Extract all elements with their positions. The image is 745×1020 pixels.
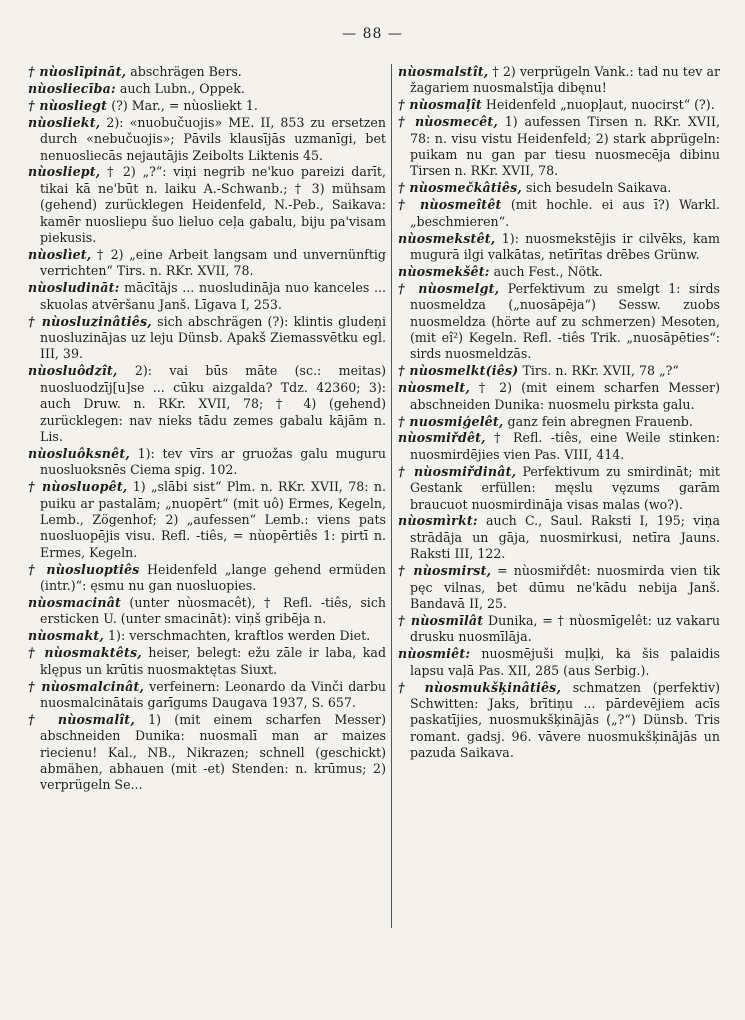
dictionary-entry [28,628,386,644]
dictionary-entry [398,114,720,180]
entry-headword: † nùosmukšķinâtiês, [398,679,562,695]
entry-text: mācītājs ... nuosludināja nuo kanceles ... skuolas atvēršanu Janš. Līgava I, 253. [40,280,386,312]
entry-headword: † nùosmeîtêt [398,197,502,213]
entry-text: verfeinern: Leonardo da Vinči darbu nuosmalcinātais garīgums Daugava 1937, S. 657. [40,678,387,710]
dictionary-entry [28,81,386,97]
entry-text: (mit hochle. ei aus ī?) Warkl. „beschmieren“. [410,197,720,229]
entry-headword: nùosludināt: [28,280,120,296]
entry-text: heiser, belegt: ežu zāle ir laba, kad klępus un krūtis nuosmaktętas Siuxt. [40,645,387,677]
entry-headword: † nùosmalcinât, [28,678,145,694]
entry-text: schmatzen (perfektiv) Schwitten: Jaks, brītiņu ... pārdevējiem acīs paskatījies, nuosmukšķinājās („?“) Dünsb. Tris romant. gadsj. 96. vāvere nuosmukšķinājās un pazuda Saikava. [410,679,720,761]
entry-headword: nùosluôksnêt, [28,445,130,461]
dictionary-entry [28,98,386,114]
entry-text: Heidenfeld „nuopļaut, nuocirst“ (?). [481,97,715,113]
dictionary-entry [398,513,720,562]
entry-headword: nùosmakt, [28,628,105,644]
entry-headword: nùosmiêt: [398,646,471,662]
dictionary-entry [398,64,720,97]
dictionary-entry [398,680,720,762]
entry-text: † 2) „?“: viņi negrib ne'kuo pareizi darīt, tikai kā ne'būt n. laiku A.-Schwanb.; † 3) mühsam (gehend) zurücklegen Heidenfeld, N.-Peb., Saikava: kamēr nuosliepu šuo lieluo ceļa gabalu, biju pa'visam piekusis. [40,164,386,246]
entry-headword: † nùosmelkt(iês) [398,363,519,379]
entry-text: 2): vai būs māte (sc.: meitas) nuosluodzīj[u]se ... cūku aizgalda? Tdz. 42360; 3): auch Druw. n. RKr. XVII, 78; † 4) (gehend) zurücklegen: nav nieks tādu zemes gabalu kājām n. Lis. [40,363,386,444]
dictionary-entry [398,197,720,230]
entry-text: nuosmējuši muļķi, ka šis palaidis lapsu vaļā Pas. XII, 285 (aus Serbig.). [410,646,720,678]
entry-headword: † nùosmalît, [28,711,135,727]
entry-text: sich abschrägen (?): klintis gludeņi nuosluzinājas uz leju Dünsb. Apakš Ziemassvētku egl. III, 39. [40,313,386,362]
dictionary-entry [28,247,386,280]
dictionary-entry [398,563,720,612]
entry-text: ganz fein abregnen Frauenb. [503,413,693,429]
entry-text: (?) Mar., = nùosliekt 1. [107,97,258,113]
entry-headword: † nùosmelgt, [398,280,500,296]
entry-headword: † nùosmecêt, [398,114,498,130]
dictionary-entry [28,115,386,164]
entry-text: 2): «nuobučuojis» ME. II, 853 zu ersetzen durch «nebučuojis»; Pāvils klausījās uzmanīgi, bet nenuosliecās nejautājis Zeibolts Liktenis 45. [40,114,386,163]
dictionary-entry [398,180,720,196]
entry-headword: † nùosmečkâtiês, [398,180,522,196]
dictionary-entry [28,679,386,712]
dictionary-entry [398,414,720,430]
dictionary-entry [398,464,720,513]
entry-headword: nùosliekt, [28,114,101,130]
entry-headword: nùosmekšêt: [398,263,490,279]
dictionary-entry [398,97,720,113]
entry-headword: † nùosmiřdinât, [398,463,517,479]
dictionary-entry [398,264,720,280]
dictionary-entry [28,645,386,678]
dictionary-entry [28,280,386,313]
dictionary-entry [28,363,386,445]
entry-headword: nùosmiřdêt, [398,430,486,446]
entry-text: (unter nùosmacêt), † Refl. -tiês, sich ersticken U. (unter smacināt): viņš gribēja n. [40,595,386,627]
entry-headword: † nuosmiģelêt, [398,413,504,429]
dictionary-entry [28,164,386,246]
entry-text: 1) „slābi sist“ Plm. n. RKr. XVII, 78: n. puiku ar pastalām; „nuopērt“ (mit uô) Ermes, Kegeln, Lemb., Zögenhof; 2) „aufessen“ Lemb.: viens pats nuosluopējis visu. Refl. -tiês, = nùopērtiês 1: pirtī n. Ermes, Kegeln. [40,479,386,560]
entry-headword: † nùosliegt [28,97,108,113]
entry-headword: nùosmelt, [398,380,470,396]
entry-text: auch Lubn., Oppek. [115,80,245,96]
entry-headword: nùosluôdzît, [28,363,118,379]
entry-text: Perfektivum zu smirdināt; mit Gestank erfüllen: męslu vęzums garām braucuot nuosmirdināja visas malas (wo?). [410,463,720,512]
entry-text: 1): nuosmekstējis ir cilvēks, kam mugurā ilgi valkātas, netīrītas drēbes Grünw. [410,230,720,262]
entry-headword: † nùosmirst, [398,563,492,579]
entry-headword: † nùoslīpināt, [28,64,127,79]
dictionary-entry [28,712,386,794]
dictionary-entry [398,430,720,463]
entry-headword: † nùosluoptiês [28,561,140,577]
entry-text: = nùosmiřdêt: nuosmirda vien tik pęc vilnas, bet dūmu ne'kādu nebija Janš. Bandavā II, 25. [410,563,720,611]
entry-headword: nùosmacinât [28,595,122,610]
entry-headword: nùosmalstît, [398,64,489,79]
entry-text: † 2) „eine Arbeit langsam und unvernünftig verrichten“ Tirs. n. RKr. XVII, 78. [40,246,386,279]
entry-text: 1): verschmachten, kraftlos werden Diet. [104,628,371,644]
entry-headword: † nùosmaļît [398,97,482,113]
dictionary-entry [28,562,386,595]
dictionary-entry [398,231,720,264]
entry-headword: † nùosmaktêts, [28,645,142,661]
entry-headword: nùoslìet, [28,246,92,262]
entry-text: auch Fest., Nötk. [489,263,603,279]
entry-text: auch C., Saul. Raksti I, 195; viņa strādāja un gāja, nuosmirkusi, netīra Jauns. Raksti III, 122. [410,513,720,562]
dictionary-entry [28,479,386,561]
entry-text: 1) (mit einem scharfen Messer) abschneiden Dunika: nuosmalī man ar maizes riecienu! Kal., NB., Nikrazen; schnell (geschickt) abmähen, abhauen (mit -et) Stenden: n. krūmus; 2) verprügeln Se... [40,711,386,793]
dictionary-entry [28,595,386,628]
dictionary-entry [398,281,720,363]
entry-text: abschrägen Bers. [126,64,242,79]
entry-text: Dunika, = † nùosmīgelêt: uz vakaru drusku nuosmīlāja. [410,612,720,645]
entry-headword: nùosliecība: [28,80,116,96]
page-number: — 88 — [342,26,403,42]
entry-text: Perfektivum zu smelgt 1: sirds nuosmeldza („nuosāpēja“) Sessw. zuobs nuosmeldza (hörte auf zu schmerzen) Mesoten, (mit eî²) Kegeln. Refl. -tiês Trik. „nuosāpēties“: sirds nuosmeldzās. [410,280,720,362]
entry-headword: † nùosluopêt, [28,479,128,495]
entry-text: 1): tev vīrs ar gruožas galu muguru nuosluoksnēs Ciema spig. 102. [40,445,386,478]
entry-headword: nùosmekstêt, [398,230,496,246]
dictionary-entry [398,613,720,646]
entry-text: † Refl. -tiês, eine Weile stinken: nuosmirdējies vien Pas. VIII, 414. [410,430,720,462]
dictionary-entry [28,64,386,80]
entry-text: † 2) verprügeln Vank.: tad nu tev ar žagariem nuosmalstīja dibęnu! [410,64,720,96]
entry-headword: † nùosluzinâtiês, [28,313,152,329]
entry-text: 1) aufessen Tirsen n. RKr. XVII, 78: n. visu vistu Heidenfeld; 2) stark abprügeln: puikam nu gan par tiesu nuosmecēja dibinu Tirsen n. RKr. XVII, 78. [410,114,720,179]
right-column [398,64,720,762]
dictionary-entry [28,314,386,363]
entry-headword: † nùosmīlât [398,612,484,628]
entry-headword: nùosliept, [28,164,101,180]
dictionary-entry [398,363,720,379]
entry-text: Heidenfeld „lange gehend ermüden (intr.)“: ęsmu nu gan nuosluopies. [40,561,386,594]
dictionary-entry [398,646,720,679]
left-column [28,64,386,794]
entry-text: sich besudeln Saikava. [521,180,672,196]
column-divider [391,64,392,928]
entry-text: Tirs. n. RKr. XVII, 78 „?“ [518,363,679,379]
dictionary-entry [398,380,720,413]
dictionary-entry [28,446,386,479]
entry-text: † 2) (mit einem scharfen Messer) abschneiden Dunika: nuosmelu pirksta galu. [410,380,720,412]
entry-headword: nùosmìrkt: [398,513,478,529]
